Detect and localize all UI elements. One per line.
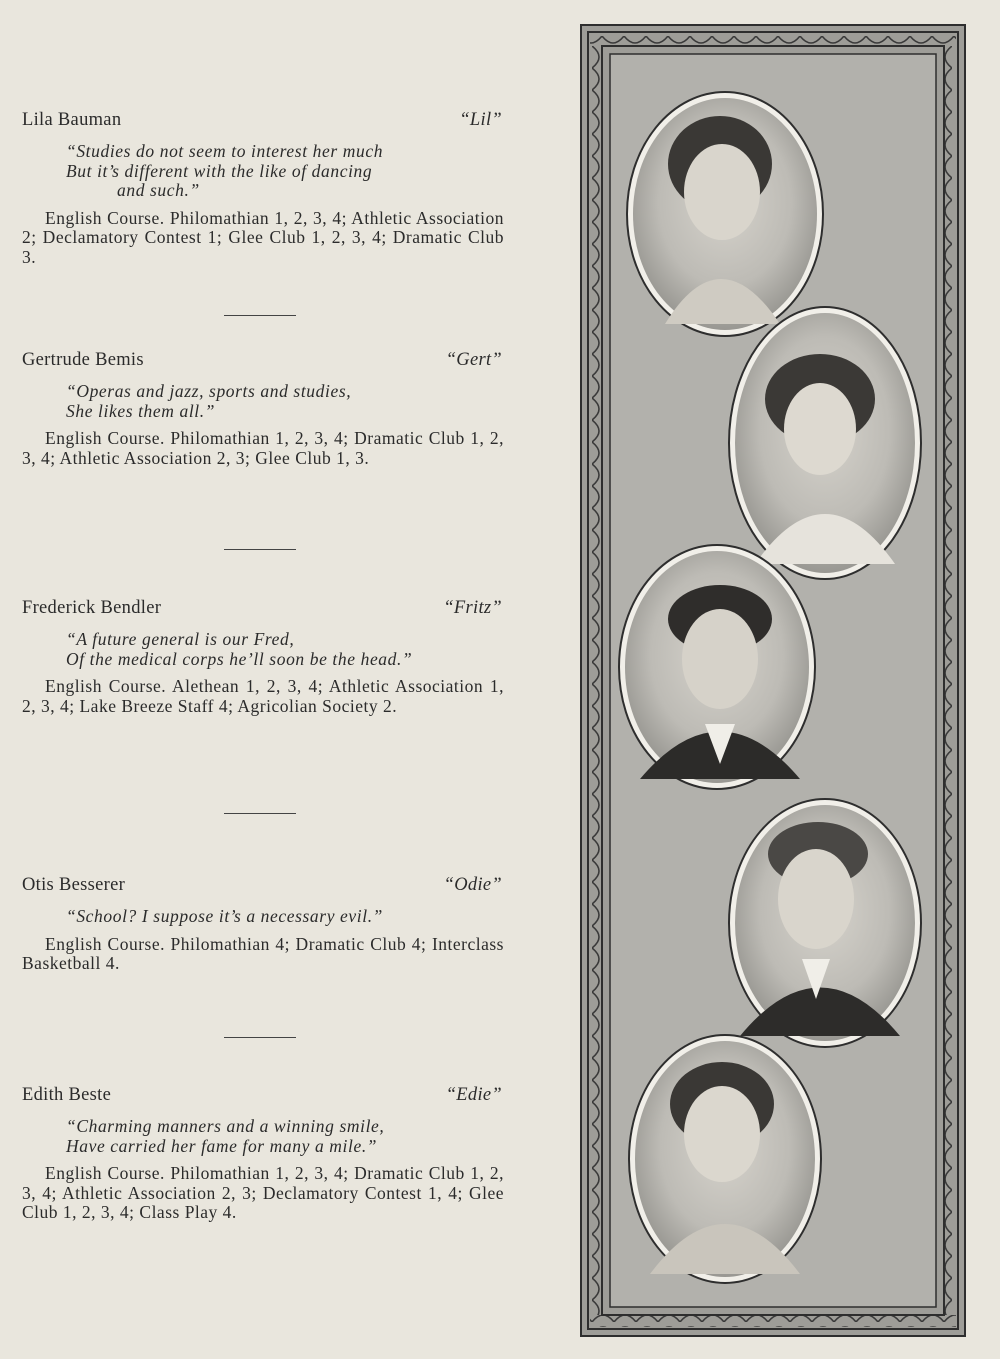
entry-header	[22, 875, 504, 899]
student-nickname: “Edie”	[445, 1085, 502, 1105]
quote-line: and such.”	[117, 180, 200, 200]
student-nickname: “Fritz”	[443, 598, 502, 618]
student-activities: English Course. Alethean 1, 2, 3, 4; Athletic Association 1, 2, 3, 4; Lake Breeze Staff 4; Agricolian Society 2.	[22, 676, 504, 716]
student-name: Gertrude Bemis	[22, 350, 144, 370]
entry-lila-bauman	[22, 110, 504, 267]
portrait-panel	[580, 24, 966, 1337]
portrait-lila-bauman-icon	[627, 92, 823, 336]
quote-line: “Charming manners and a winning smile,	[66, 1116, 385, 1136]
entry-header	[22, 1085, 504, 1109]
portrait-edith-beste-icon	[629, 1035, 821, 1283]
student-name: Frederick Bendler	[22, 598, 162, 618]
quote-line: “School? I suppose it’s a necessary evil.”	[66, 906, 384, 926]
student-activities: English Course. Philomathian 4; Dramatic Club 4; Interclass Basketball 4.	[22, 933, 504, 973]
quote-line: She likes them all.”	[66, 400, 216, 421]
student-name: Otis Besserer	[22, 875, 126, 895]
student-nickname: “Odie”	[443, 875, 502, 895]
entry-header	[22, 350, 504, 374]
student-quote	[66, 907, 504, 927]
student-activities: English Course. Philomathian 1, 2, 3, 4; Athletic Association 2; Declamatory Contest 1; Glee Club 1, 2, 3, 4; Dramatic Club 3.	[22, 207, 504, 267]
entry-header	[22, 110, 504, 134]
separator-rule	[224, 813, 296, 814]
separator-rule	[224, 549, 296, 550]
entry-edith-beste	[22, 1085, 504, 1223]
portrait-otis-besserer-icon	[729, 799, 921, 1047]
student-name: Edith Beste	[22, 1085, 112, 1105]
quote-line: “Studies do not seem to interest her much	[66, 141, 384, 161]
student-name: Lila Bauman	[22, 110, 122, 130]
quote-line: “Operas and jazz, sports and studies,	[66, 381, 352, 401]
entry-gertrude-bemis	[22, 350, 504, 468]
quote-line: “A future general is our Fred,	[66, 629, 295, 649]
separator-rule	[224, 315, 296, 316]
student-activities: English Course. Philomathian 1, 2, 3, 4; Dramatic Club 1, 2, 3, 4; Athletic Association 2, 3; Glee Club 1, 3.	[22, 428, 504, 468]
student-quote	[66, 142, 504, 201]
entry-header	[22, 598, 504, 622]
student-nickname: “Gert”	[445, 350, 502, 370]
quote-line: Of the medical corps he’ll soon be the head.”	[66, 648, 413, 669]
student-quote	[66, 382, 504, 421]
separator-rule	[224, 1037, 296, 1038]
portrait-frederick-bendler-icon	[619, 545, 815, 789]
entry-frederick-bendler	[22, 598, 504, 716]
entry-otis-besserer	[22, 875, 504, 974]
student-quote	[66, 630, 504, 669]
portrait-gertrude-bemis-icon	[729, 307, 921, 579]
quote-line: Have carried her fame for many a mile.”	[66, 1135, 378, 1156]
student-activities: English Course. Philomathian 1, 2, 3, 4; Dramatic Club 1, 2, 3, 4; Athletic Association 2, 3; Declamatory Contest 1, 4; Glee Club 1, 2, 3, 4; Class Play 4.	[22, 1163, 504, 1222]
student-nickname: “Lil”	[459, 110, 502, 130]
portrait-panel-graphic	[580, 24, 966, 1337]
quote-line: But it’s different with the like of dancing	[66, 160, 373, 181]
student-quote	[66, 1117, 504, 1156]
